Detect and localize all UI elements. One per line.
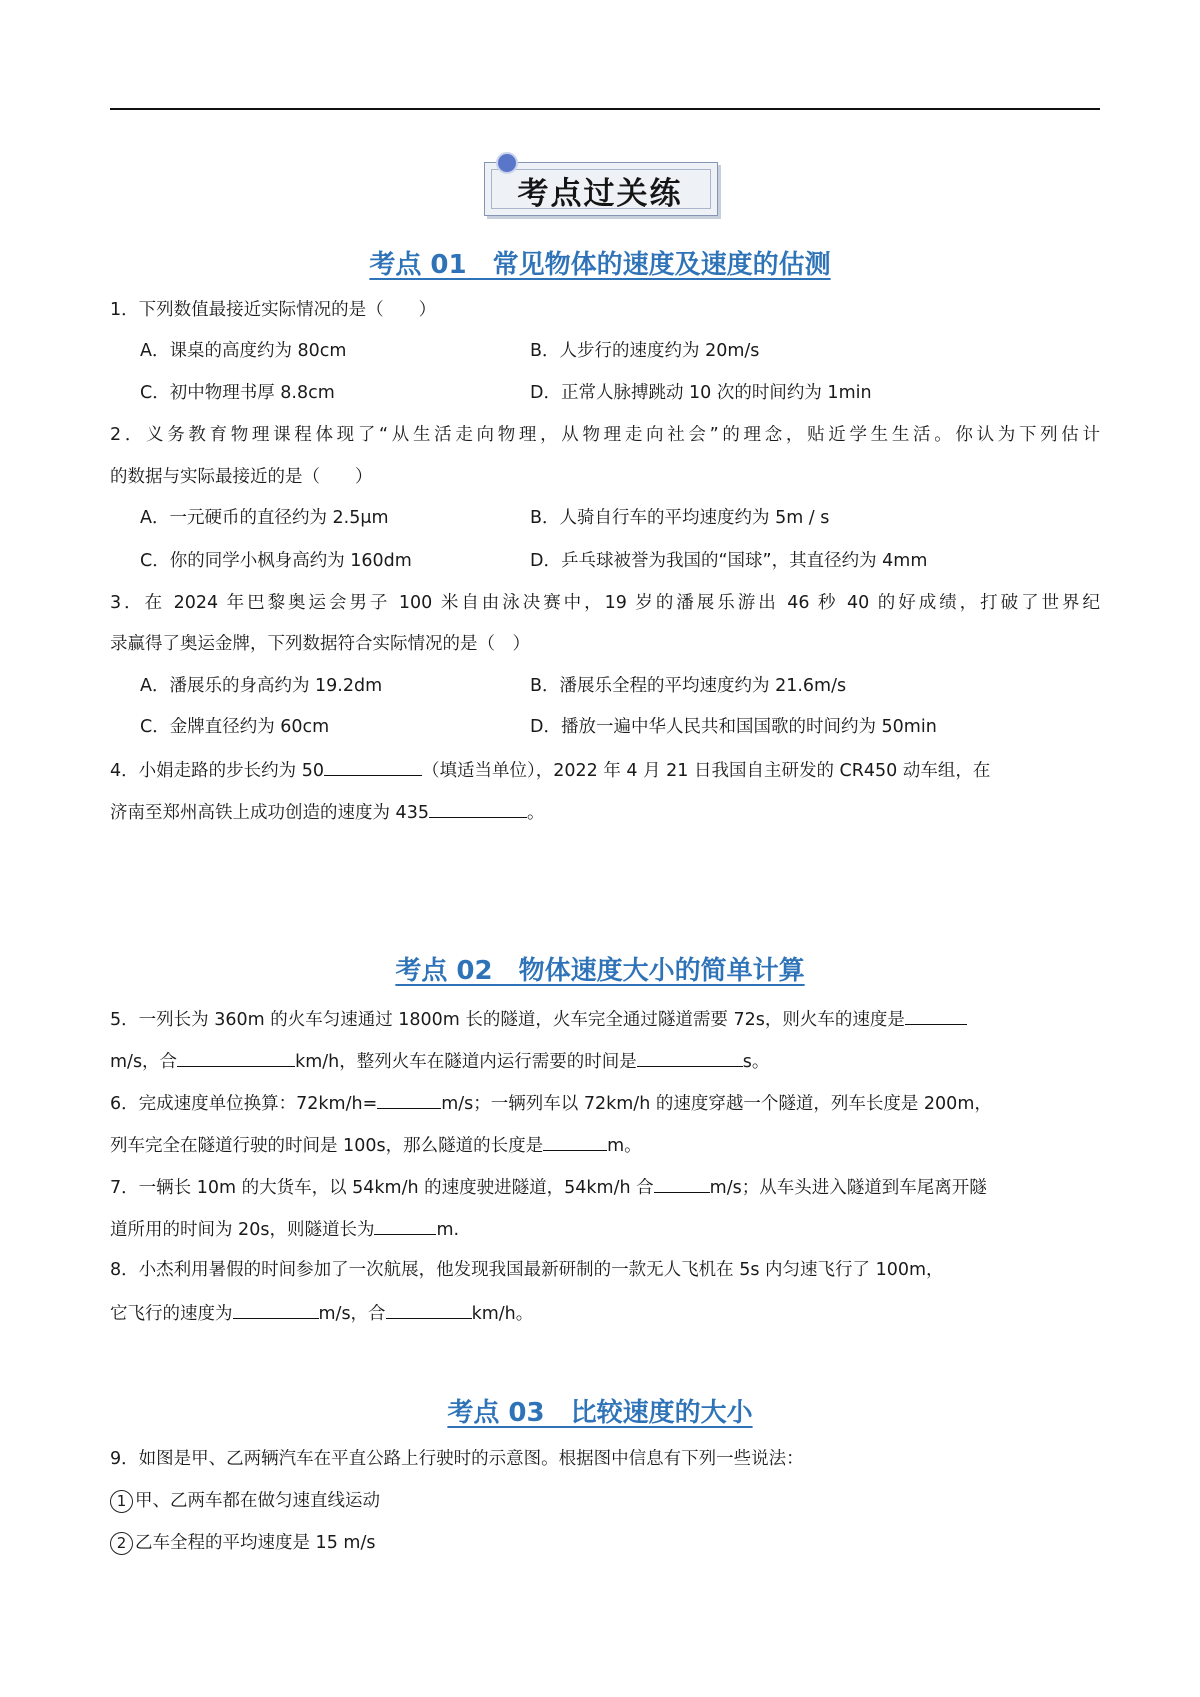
q8-blank-2[interactable] <box>386 1300 472 1319</box>
q8-text-2: 它飞行的速度为 <box>110 1304 233 1324</box>
section-title-03: 考点 03 比较速度的大小 <box>447 1398 753 1428</box>
q9-statement-2 <box>110 1531 375 1555</box>
q4-line2 <box>110 799 544 825</box>
q6-blank-2[interactable] <box>543 1132 607 1151</box>
q4-blank-1[interactable] <box>324 757 422 776</box>
banner <box>478 152 722 220</box>
q6-line1 <box>110 1090 992 1116</box>
q8-line1: 8．小杰利用暑假的时间参加了一次航展，他发现我国最新研制的一款无人飞机在 5s 内匀速飞行了 100m， <box>110 1260 944 1280</box>
q4-text-2: （填适当单位），2022 年 4 月 21 日我国自主研发的 CR450 动车组，在 <box>421 761 991 781</box>
q3-option-c: C．金牌直径约为 60cm <box>140 717 330 737</box>
q5-text-4: s。 <box>742 1052 770 1072</box>
q5-blank-2[interactable] <box>177 1048 295 1067</box>
q9-statement-1-number: 1 <box>110 1490 133 1513</box>
q2-stem-line1: 2．义务教育物理课程体现了“从生活走向物理，从物理走向社会”的理念，贴近学生生活。你认为下列估计 <box>110 425 1100 445</box>
q8-line2 <box>110 1300 533 1326</box>
q3-option-b: B．潘展乐全程的平均速度约为 21.6m/s <box>530 676 847 696</box>
section-title-02: 考点 02 物体速度大小的简单计算 <box>395 956 805 986</box>
q6-text-2: m/s；一辆列车以 72km/h 的速度穿越一个隧道，列车长度是 200m， <box>441 1094 992 1114</box>
q1-stem: 1．下列数值最接近实际情况的是（ ） <box>110 300 437 320</box>
q7-line2 <box>110 1216 459 1242</box>
q5-blank-3[interactable] <box>637 1048 743 1067</box>
q1-option-b: B．人步行的速度约为 20m/s <box>530 341 760 361</box>
q7-text-3: 道所用的时间为 20s，则隧道长为 <box>110 1220 375 1240</box>
q8-text-3: m/s，合 <box>318 1304 386 1324</box>
q9-statement-2-text: 乙车全程的平均速度是 15 m/s <box>135 1533 376 1553</box>
q6-text-3: 列车完全在隧道行驶的时间是 100s，那么隧道的长度是 <box>110 1136 544 1156</box>
q4-blank-2[interactable] <box>429 799 527 818</box>
q2-option-a: A．一元硬币的直径约为 2.5μm <box>140 508 389 528</box>
header-rule <box>110 108 1100 110</box>
q5-blank-1[interactable] <box>905 1006 967 1025</box>
q4-text-1: 4．小娟走路的步长约为 50 <box>110 761 324 781</box>
q3-stem-line2: 录赢得了奥运金牌，下列数据符合实际情况的是（ ） <box>110 634 530 654</box>
q4-line1 <box>110 757 990 783</box>
banner-title: 考点过关练 <box>517 176 683 212</box>
q7-text-2: m/s；从车头进入隧道到车尾离开隧 <box>709 1178 987 1198</box>
q6-text-4: m。 <box>607 1136 642 1156</box>
q1-option-a: A．课桌的高度约为 80cm <box>140 341 347 361</box>
section-title-01: 考点 01 常见物体的速度及速度的估测 <box>369 250 831 280</box>
q1-option-c: C．初中物理书厚 8.8cm <box>140 383 335 403</box>
q5-text-3: km/h，整列火车在隧道内运行需要的时间是 <box>295 1052 637 1072</box>
q9-statement-1 <box>110 1489 380 1513</box>
q2-option-d: D．乒乓球被誉为我国的“国球”，其直径约为 4mm <box>530 551 928 571</box>
q3-option-a: A．潘展乐的身高约为 19.2dm <box>140 676 383 696</box>
q6-text-1: 6．完成速度单位换算：72km/h= <box>110 1094 378 1114</box>
q9-statement-2-number: 2 <box>110 1532 133 1555</box>
q6-blank-1[interactable] <box>377 1090 441 1109</box>
q9-stem: 9．如图是甲、乙两辆汽车在平直公路上行驶时的示意图。根据图中信息有下列一些说法： <box>110 1449 804 1469</box>
q7-text-4: m. <box>436 1220 460 1240</box>
q2-option-b: B．人骑自行车的平均速度约为 5m / s <box>530 508 830 528</box>
q2-stem-line2: 的数据与实际最接近的是（ ） <box>110 467 373 487</box>
q9-statement-1-text: 甲、乙两车都在做匀速直线运动 <box>135 1491 380 1511</box>
q5-line1 <box>110 1006 967 1032</box>
q2-option-c: C．你的同学小枫身高约为 160dm <box>140 551 412 571</box>
q1-option-d: D．正常人脉搏跳动 10 次的时间约为 1min <box>530 383 872 403</box>
q8-blank-1[interactable] <box>233 1300 319 1319</box>
q8-text-4: km/h。 <box>471 1304 534 1324</box>
q7-line1 <box>110 1174 987 1200</box>
q3-option-d: D．播放一遍中华人民共和国国歌的时间约为 50min <box>530 717 937 737</box>
q4-text-4: 。 <box>526 803 545 823</box>
q7-text-1: 7．一辆长 10m 的大货车，以 54km/h 的速度驶进隧道，54km/h 合 <box>110 1178 654 1198</box>
q3-stem-line1: 3．在 2024 年巴黎奥运会男子 100 米自由泳决赛中，19 岁的潘展乐游出 46 秒 40 的好成绩，打破了世界纪 <box>110 593 1100 613</box>
q7-blank-1[interactable] <box>654 1174 710 1193</box>
q7-blank-2[interactable] <box>374 1216 436 1235</box>
q5-text-1: 5．一列长为 360m 的火车匀速通过 1800m 长的隧道，火车完全通过隧道需要 72s，则火车的速度是 <box>110 1010 905 1030</box>
q5-text-2: m/s，合 <box>110 1052 178 1072</box>
q4-text-3: 济南至郑州高铁上成功创造的速度为 435 <box>110 803 429 823</box>
q5-line2 <box>110 1048 769 1074</box>
q6-line2 <box>110 1132 642 1158</box>
